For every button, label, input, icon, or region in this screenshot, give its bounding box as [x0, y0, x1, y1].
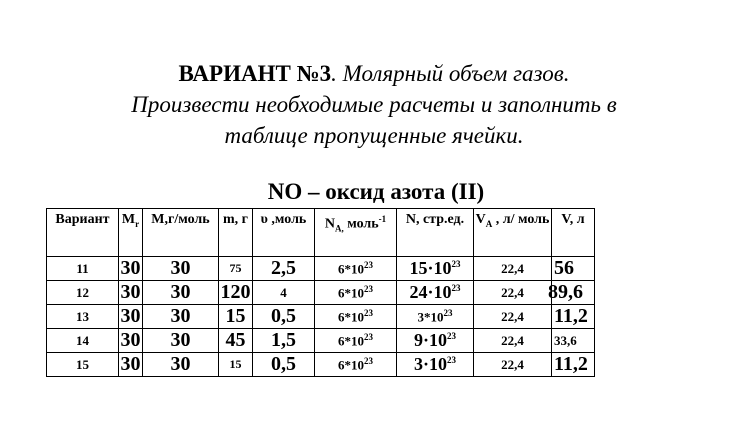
header-row — [47, 209, 595, 257]
cell-molar-volume: 22,4 — [474, 281, 552, 305]
cell-mass: 75 — [219, 257, 253, 281]
table-subtitle: NO – оксид азота (II) — [267, 179, 485, 204]
cell-mr: 30 — [120, 353, 141, 375]
table-row — [47, 257, 595, 281]
cell-mr: 30 — [120, 281, 141, 303]
cell-avogadro: $6*10^{23}$ — [315, 305, 397, 329]
cell-mass: 120 — [220, 281, 251, 303]
cell-molar-volume: 22,4 — [474, 353, 552, 377]
cell-variant: 12 — [47, 281, 119, 305]
cell-amount: 0,5 — [253, 305, 315, 329]
variant-title: ВАРИАНТ №3 — [178, 61, 332, 86]
cell-mass: 15 — [219, 305, 253, 329]
cell-molar-mass: 30 — [143, 257, 219, 281]
cell-molar-volume: 22,4 — [474, 257, 552, 281]
cell-variant: 14 — [47, 329, 119, 353]
cell-molar-mass: 30 — [143, 281, 219, 305]
col-avogadro: $N_{A,}$ моль$^{-1}$ — [315, 209, 397, 257]
table-row — [47, 281, 595, 305]
cell-particles: $15\cdot 10^{23}$ — [397, 257, 474, 281]
cell-avogadro: $6*10^{23}$ — [315, 353, 397, 377]
cell-amount: 2,5 — [253, 257, 315, 281]
cell-variant: 15 — [47, 353, 119, 377]
col-molar-volume: $V_A$ , л/ моль — [474, 209, 552, 257]
col-molar-mass: M,г/моль — [143, 209, 219, 257]
cell-mass: 15 — [219, 353, 253, 377]
cell-molar-volume: 22,4 — [474, 305, 552, 329]
col-variant: Вариант — [47, 209, 119, 257]
cell-amount: 1,5 — [253, 329, 315, 353]
cell-mr: 30 — [120, 329, 141, 351]
heading-line-3: таблице пропущенные ячейки. — [224, 123, 524, 148]
cell-avogadro: $6*10^{23}$ — [315, 329, 397, 353]
cell-avogadro: $6*10^{23}$ — [315, 257, 397, 281]
col-particles: N, стр.ед. — [397, 209, 474, 257]
col-mr: $M_r$ — [119, 209, 143, 257]
cell-mr: 30 — [120, 257, 141, 279]
cell-mr: 30 — [120, 305, 141, 327]
col-volume: V, л — [552, 209, 595, 257]
table-row — [47, 305, 595, 329]
cell-avogadro: $6*10^{23}$ — [315, 281, 397, 305]
topic-title: . Молярный объем газов. — [331, 61, 570, 86]
col-amount: υ ,моль — [253, 209, 315, 257]
cell-volume: 33,6 — [552, 329, 595, 353]
cell-variant: 11 — [47, 257, 119, 281]
cell-amount: 0,5 — [253, 353, 315, 377]
cell-molar-mass: 30 — [143, 353, 219, 377]
cell-molar-volume: 22,4 — [474, 329, 552, 353]
data-table — [46, 208, 595, 377]
assignment-heading — [0, 58, 748, 151]
cell-volume: 11,2 — [552, 353, 595, 377]
cell-volume: 11,2 — [552, 305, 595, 329]
table-row — [47, 353, 595, 377]
cell-molar-mass: 30 — [143, 305, 219, 329]
cell-particles: $24\cdot 10^{23}$ — [397, 281, 474, 305]
table-row — [47, 329, 595, 353]
cell-particles: $3\cdot 10^{23}$ — [397, 353, 474, 377]
heading-line-2: Произвести необходимые расчеты и заполнить в — [131, 92, 617, 117]
cell-volume: 56 — [552, 257, 595, 281]
cell-particles: $3*10^{23}$ — [397, 305, 474, 329]
cell-particles: $9\cdot 10^{23}$ — [397, 329, 474, 353]
heading-line-1 — [0, 58, 748, 89]
cell-mass: 45 — [219, 329, 253, 353]
cell-molar-mass: 30 — [143, 329, 219, 353]
cell-variant: 13 — [47, 305, 119, 329]
cell-volume: 89,6 — [552, 281, 595, 305]
col-mass: m, г — [219, 209, 253, 257]
cell-amount: 4 — [253, 281, 315, 305]
